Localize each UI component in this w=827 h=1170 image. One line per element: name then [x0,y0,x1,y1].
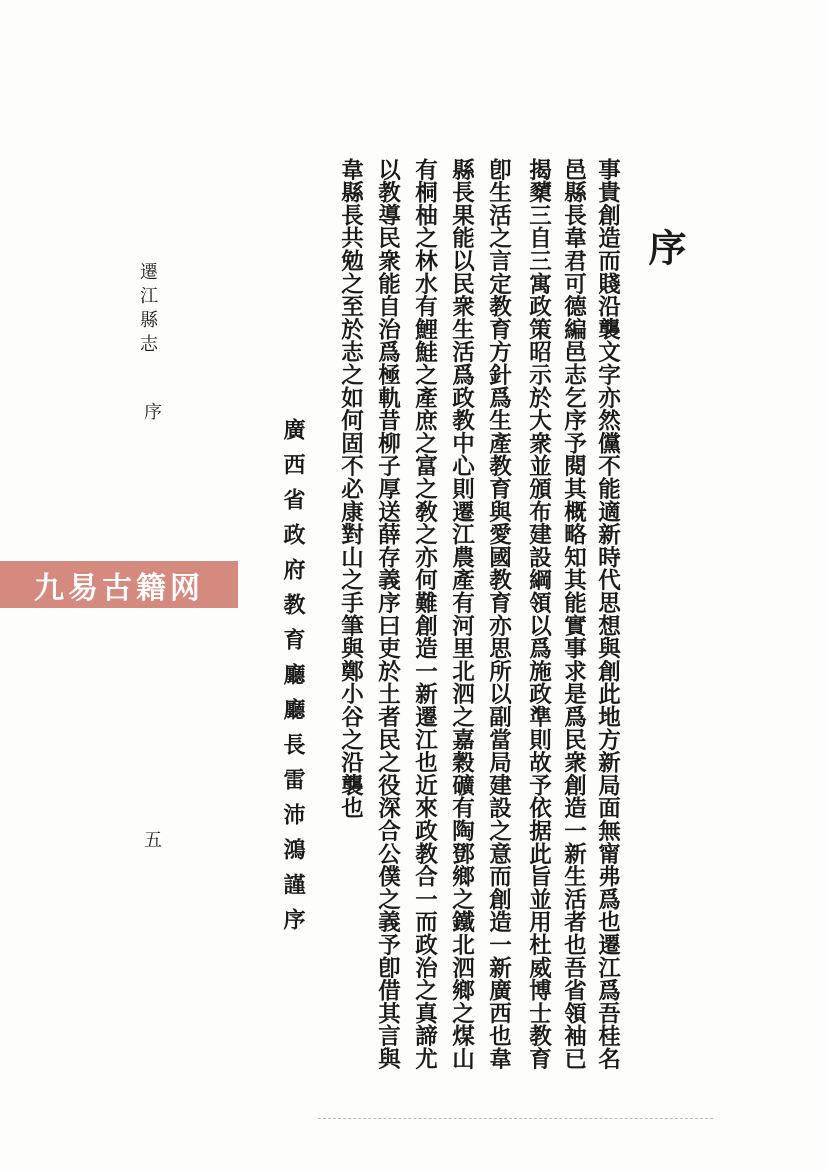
bottom-rule [318,1118,713,1119]
preface-column-3: 揭櫫三自三寓政策昭示於大衆並頒布建設綱領以爲施政準則故予依据此旨並用杜威博士教育 [525,158,552,1070]
preface-signature: 廣西省政府教育廳廳長雷沛鴻謹序 [280,418,306,943]
margin-book-title: 遷江縣志 [137,262,158,358]
preface-heading: 序 [642,228,687,266]
watermark-banner [0,561,238,608]
preface-column-8: 韋縣長共勉之至於志之如何固不必康對山之手筆與鄭小谷之沿襲也 [337,158,364,820]
preface-column-5: 縣長果能以民衆生活爲政教中心則遷江農產有河里北泗之嘉穀礦有陶鄧鄉之鐵北泗鄉之煤山 [448,158,475,1070]
watermark-text: 九易古籍网 [34,570,204,606]
margin-section-label: 序 [141,402,162,420]
preface-column-4: 卽生活之言定教育方針爲生產教育與愛國教育亦思所以副當局建設之意而創造一新廣西也韋 [485,158,512,1070]
preface-column-2: 邑縣長韋君可德編邑志乞序予閱其概略知其能實事求是爲民衆創造一新生活者也吾省領袖已 [560,158,587,1070]
preface-column-1: 事貴創造而賤沿襲文字亦然儻不能適新時代思想與創此地方新局面無甯弗爲也遷江爲吾桂名 [594,158,621,1070]
page-number: 五 [141,830,162,848]
preface-column-6: 有桐柚之林水有鯉鮭之產庶之富之敎之亦何難創造一新遷江也近來政教合一而政治之真諦尤 [411,158,438,1070]
preface-column-7: 以教導民衆能自治爲極軌昔柳子厚送薛存義序曰吏於土者民之役深合公僕之義予卽借其言與 [374,158,401,1070]
